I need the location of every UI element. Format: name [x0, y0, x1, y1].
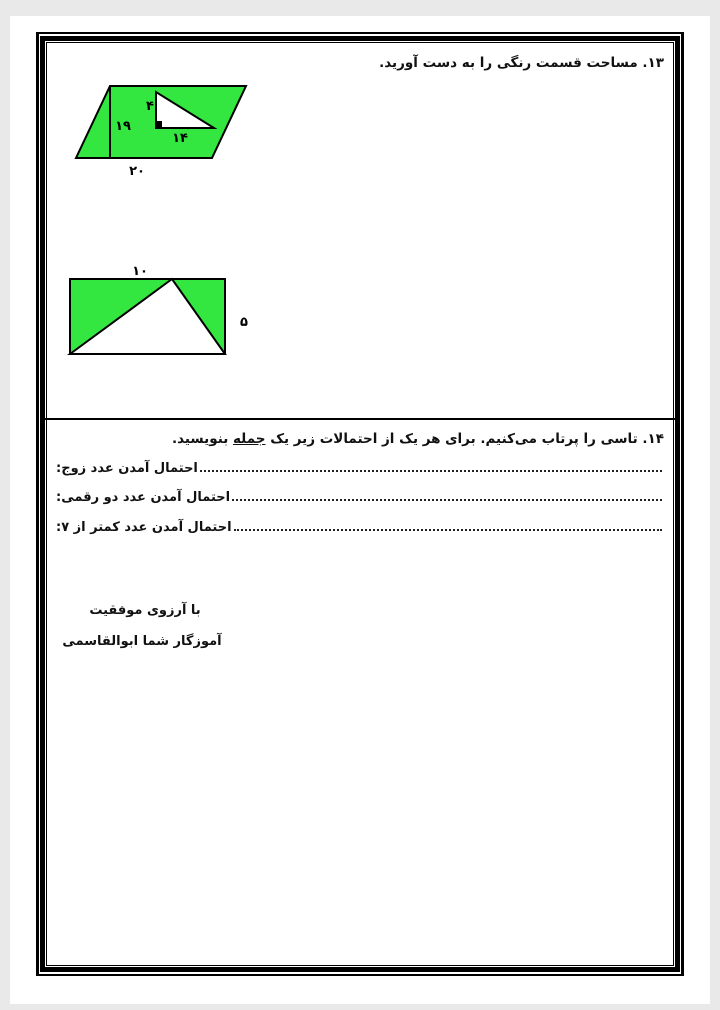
right-angle-marker: [156, 121, 162, 128]
question-13-title: ۱۳. مساحت قسمت رنگی را به دست آورید.: [379, 55, 664, 71]
label-base-20: ۲۰: [129, 164, 145, 179]
question-14-title-suffix: بنویسید.: [172, 431, 229, 447]
label-height-19: ۱۹: [115, 119, 131, 134]
answer-dotted-line-two-digit[interactable]: [232, 499, 662, 501]
label-top-10: ۱۰: [132, 264, 148, 279]
label-triangle-base-14: ۱۴: [172, 131, 188, 146]
label-side-5: ۵: [240, 315, 248, 330]
question-14-title: [172, 431, 664, 447]
probability-label-less-than-7: احتمال آمدن عدد کمتر از ۷:: [56, 520, 232, 535]
probability-line-even: [56, 458, 664, 476]
section-divider: [42, 418, 678, 420]
answer-dotted-line-less-than-7[interactable]: [234, 529, 662, 531]
probability-label-two-digit: احتمال آمدن عدد دو رقمی:: [56, 490, 231, 505]
probability-line-less-than-7: [56, 517, 664, 535]
question-14-title-underlined: جمله: [233, 431, 266, 447]
probability-line-two-digit: [56, 487, 664, 505]
label-triangle-height-4: ۴: [146, 99, 154, 114]
answer-dotted-line-even[interactable]: [200, 470, 662, 472]
parallelogram-figure: [70, 80, 260, 180]
closing-teacher: آموزگار شما ابوالقاسمی: [62, 634, 222, 649]
question-14-title-prefix: ۱۴. تاسی را پرتاب می‌کنیم. برای هر یک از احتمالات زیر یک: [270, 431, 664, 447]
rectangle-figure: [62, 258, 262, 362]
closing-wish: با آرزوی موفقیت: [89, 603, 201, 618]
probability-label-even: احتمال آمدن عدد زوج:: [56, 461, 198, 476]
